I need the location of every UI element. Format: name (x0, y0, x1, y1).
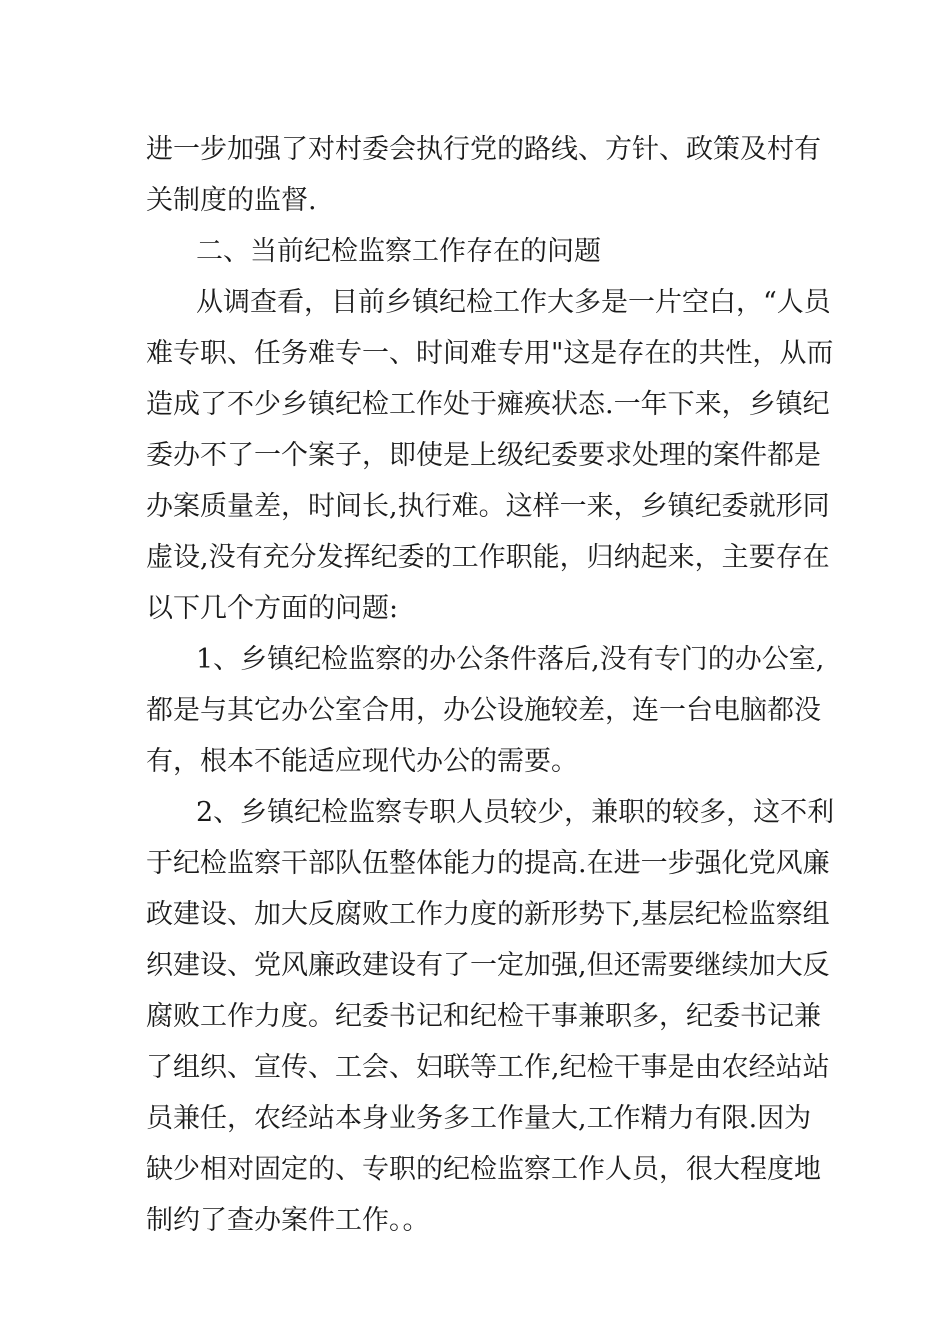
body-text-line: 了组织、宣传、工会、妇联等工作,纪检干事是由农经站站 (146, 1052, 830, 1083)
body-text-line: 虚设,没有充分发挥纪委的工作职能，归纳起来，主要存在 (146, 542, 830, 573)
list-item-1-first-line: 1、乡镇纪检监察的办公条件落后,没有专门的办公室, (196, 644, 825, 675)
body-text-line: 有，根本不能适应现代办公的需要。 (146, 746, 578, 777)
body-text-line: 制约了查办案件工作。。 (146, 1205, 430, 1236)
body-text-line: 关制度的监督. (146, 185, 317, 216)
body-text-line: 办案质量差，时间长,执行难。这样一来，乡镇纪委就形同 (146, 491, 830, 522)
body-text-line: 以下几个方面的问题: (146, 593, 399, 624)
body-text-line: 缺少相对固定的、专职的纪检监察工作人员，很大程度地 (146, 1154, 821, 1185)
list-item-2-first-line: 2、乡镇纪检监察专职人员较少，兼职的较多，这不利 (196, 797, 835, 828)
body-text-line: 于纪检监察干部队伍整体能力的提高.在进一步强化党风廉 (146, 848, 830, 879)
body-text-line: 进一步加强了对村委会执行党的路线、方针、政策及村有 (146, 134, 821, 165)
body-text-line: 造成了不少乡镇纪检工作处于瘫痪状态.一年下来，乡镇纪 (146, 389, 830, 420)
body-text-line: 难专职、任务难专一、时间难专用"这是存在的共性，从而 (146, 338, 834, 369)
body-text-line: 腐败工作力度。纪委书记和纪检干事兼职多，纪委书记兼 (146, 1001, 821, 1032)
body-text-line: 委办不了一个案子，即使是上级纪委要求处理的案件都是 (146, 440, 821, 471)
paragraph-first-line: 从调查看，目前乡镇纪检工作大多是一片空白，“人员 (196, 287, 831, 318)
body-text-line: 员兼任，农经站本身业务多工作量大,工作精力有限.因为 (146, 1103, 812, 1134)
section-heading: 二、当前纪检监察工作存在的问题 (196, 236, 601, 267)
body-text-line: 都是与其它办公室合用，办公设施较差，连一台电脑都没 (146, 695, 821, 726)
body-text-line: 织建设、党风廉政建设有了一定加强,但还需要继续加大反 (146, 950, 830, 981)
body-text-line: 政建设、加大反腐败工作力度的新形势下,基层纪检监察组 (146, 899, 830, 930)
